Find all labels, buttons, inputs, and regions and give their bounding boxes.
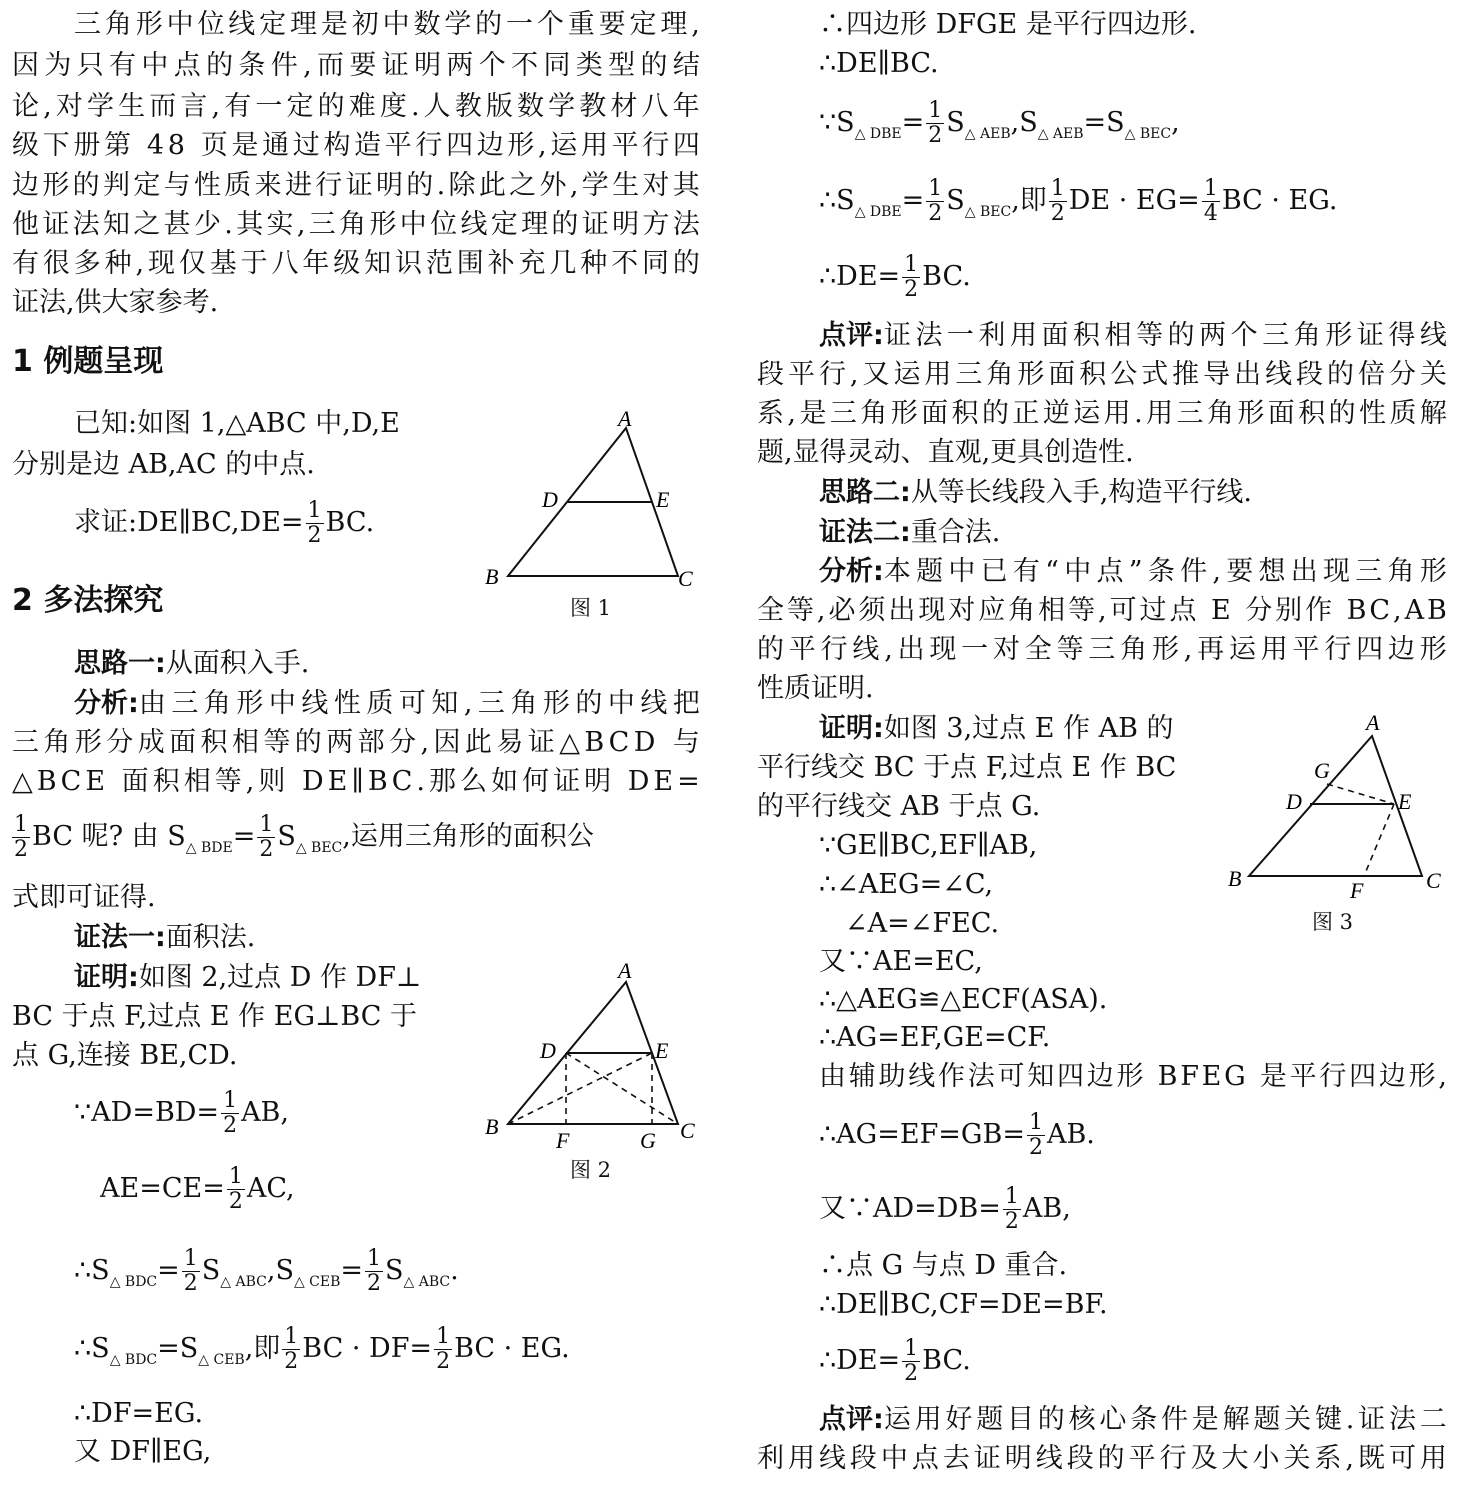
analysis-2-line-1: 分析: 本 题 中 已 有 “ 中 点 ” 条 件 , 要 想 出 现 三 角 形 (819, 556, 1447, 587)
label-G: G (1314, 758, 1330, 783)
prove-statement: 求证:DE∥BC,DE= $\frac{1}{2}$ BC. (74, 498, 375, 548)
idea-1: 思路一:从面积入手. (74, 648, 310, 679)
label-B: B (485, 564, 499, 589)
label-A: A (618, 406, 632, 431)
label-C: C (1426, 868, 1441, 893)
t-step-9: 又∵AD=DB= $\frac{1}{2}$ AB, (819, 1184, 1071, 1234)
intro-line-7: 有 很 多 种 , 现 仅 基 于 八 年 级 知 识 范 围 补 充 几 种 不 同 的 (12, 248, 700, 279)
t-step-7: 由 辅 助 线 作 法 可 知 四 边 形 B F E G 是 平 行 四 边 形 , (819, 1061, 1447, 1092)
step-2: AE=CE= $\frac{1}{2}$ AC, (100, 1164, 295, 1214)
label-D: D (542, 487, 558, 512)
analysis-line-5: 式即可证得. (12, 882, 156, 913)
fraction: $\frac{1}{2}$ (307, 498, 322, 548)
analysis-line-4: $\frac{1}{2}$ BC 呢? 由 $S_{\triangle BDE}=$ $\frac{1}{2}$ $S_{\triangle BEC}$,运用三角形的面积公 (14, 812, 594, 862)
t-step-5: ∴△AEG≌△ECF(ASA). (819, 984, 1108, 1015)
label-D: D (540, 1038, 556, 1063)
analysis-2-line-2: 全 等 , 必 须 出 现 对 应 角 相 等 , 可 过 点 E 分 别 作 B C , A B (757, 595, 1447, 626)
label-A: A (1366, 710, 1380, 735)
figure-1-triangle (478, 400, 708, 590)
t-step-2: ∴∠AEG=∠C, (819, 869, 994, 900)
r-line-5: ∴DE= $\frac{1}{2}$ BC. (819, 252, 971, 302)
t-step-11: ∴DE∥BC,CF=DE=BF. (819, 1289, 1108, 1320)
figure-2-triangle (478, 958, 708, 1148)
proof-2-line-1: 证明:如图 3,过点 E 作 AB 的 (819, 713, 1174, 744)
r-line-2: ∴DE∥BC. (819, 48, 939, 79)
comment-1-line-2: 段 平 行 , 又 运 用 三 角 形 面 积 公 式 推 导 出 线 段 的 倍 分 关 (757, 359, 1447, 390)
step-5: ∴DF=EG. (74, 1398, 204, 1429)
intro-line-5: 边 形 的 判 定 与 性 质 来 进 行 证 明 的 . 除 此 之 外 , 学 生 对 其 (12, 170, 700, 201)
analysis-line-1: 分析: 由 三 角 形 中 线 性 质 可 知 , 三 角 形 的 中 线 把 (74, 688, 700, 719)
comment-1-line-3: 系 , 是 三 角 形 面 积 的 正 逆 运 用 . 用 三 角 形 面 积 的 性 质 解 (757, 398, 1447, 429)
label-B: B (485, 1114, 499, 1139)
comment-1-line-4: 题,显得灵动、直观,更具创造性. (757, 437, 1134, 468)
figure-1-caption: 图 1 (570, 596, 612, 620)
t-step-8: ∴AG=EF=GB= $\frac{1}{2}$ AB. (819, 1110, 1095, 1160)
proof-2-line-2: 平行线交 BC 于点 F,过点 E 作 BC (757, 752, 1177, 783)
section-heading-2: 2 多法探究 (12, 583, 164, 618)
intro-line-1: 三 角 形 中 位 线 定 理 是 初 中 数 学 的 一 个 重 要 定 理 , (74, 9, 700, 40)
t-step-4: 又∵AE=EC, (819, 946, 983, 977)
method-2: 证法二:重合法. (819, 517, 1001, 548)
r-line-3: $\because S_{\triangle DBE}=$ $\frac{1}{2}$ $S_{\triangle AEB},S_{\triangle AEB}=S_{\triangle BEC}$, (819, 98, 1180, 148)
analysis-line-3: △ B C E 面 积 相 等 , 则 D E ∥ B C . 那 么 如 何 证 明 D E = (12, 766, 700, 797)
method-1: 证法一:面积法. (74, 922, 256, 953)
analysis-2-line-3: 的 平 行 线 , 出 现 一 对 全 等 三 角 形 , 再 运 用 平 行 四 边 形 (757, 634, 1447, 665)
t-step-1: ∵GE∥BC,EF∥AB, (819, 830, 1038, 861)
intro-line-3: 论 , 对 学 生 而 言 , 有 一 定 的 难 度 . 人 教 版 数 学 教 材 八 年 (12, 91, 700, 122)
given-line-2: 分别是边 AB,AC 的中点. (12, 449, 315, 480)
step-6: 又 DF∥EG, (74, 1436, 212, 1467)
intro-line-2: 因 为 只 有 中 点 的 条 件 , 而 要 证 明 两 个 不 同 类 型 的 结 (12, 50, 700, 81)
t-step-6: ∴AG=EF,GE=CF. (819, 1022, 1051, 1053)
analysis-2-line-4: 性质证明. (757, 673, 874, 704)
idea-2: 思路二:从等长线段入手,构造平行线. (819, 477, 1252, 508)
r-line-4: $\therefore S_{\triangle DBE}=$ $\frac{1}{2}$ $S_{\triangle BEC}$,即 $\frac{1}{2}$ DE · EG= $\frac{1}{4}$ BC · EG. (819, 176, 1338, 226)
t-step-12: ∴DE= $\frac{1}{2}$ BC. (819, 1336, 971, 1386)
label-B: B (1228, 866, 1242, 891)
label-C: C (678, 566, 693, 590)
proof-line-1: 证明:如图 2,过点 D 作 DF⊥ (74, 962, 422, 993)
section-heading-1: 1 例题呈现 (12, 344, 164, 379)
analysis-line-2: 三 角 形 分 成 面 积 相 等 的 两 部 分 , 因 此 易 证 △ B C D 与 (12, 727, 700, 758)
step-1: ∵AD=BD= $\frac{1}{2}$ AB, (74, 1088, 289, 1138)
t-step-3: ∠A=∠FEC. (845, 908, 1000, 939)
label-D: D (1286, 789, 1302, 814)
label-A: A (618, 958, 632, 983)
r-line-1: ∴四边形 DFGE 是平行四边形. (819, 9, 1197, 40)
intro-line-6: 他 证 法 知 之 甚 少 . 其 实 , 三 角 形 中 位 线 定 理 的 证 明 方 法 (12, 209, 700, 240)
figure-2-caption: 图 2 (570, 1158, 612, 1182)
label-C: C (680, 1118, 695, 1143)
label-G: G (640, 1128, 656, 1148)
comment-2-line-1: 点评: 运 用 好 题 目 的 核 心 条 件 是 解 题 关 键 . 证 法 二 (819, 1404, 1447, 1435)
proof-line-3: 点 G,连接 BE,CD. (12, 1040, 238, 1071)
label-E: E (656, 487, 670, 512)
t-step-10: ∴点 G 与点 D 重合. (819, 1250, 1068, 1281)
intro-line-4: 级 下 册 第 4 8 页 是 通 过 构 造 平 行 四 边 形 , 运 用 平 行 四 (12, 130, 700, 161)
step-3: $\therefore S_{\triangle BDC}=$ $\frac{1}{2}$ $S_{\triangle ABC},S_{\triangle CEB}=$ $\frac{1}{2}$ $S_{\triangle ABC}$. (74, 1246, 459, 1296)
label-F: F (556, 1128, 570, 1148)
step-4: $\therefore S_{\triangle BDC}=S_{\triangle CEB}$,即 $\frac{1}{2}$ BC · DF= $\frac{1}{2}$ BC · EG. (74, 1324, 570, 1374)
figure-3-triangle (1222, 706, 1454, 906)
given-line-1: 已知:如图 1,△ABC 中,D,E (74, 408, 400, 439)
comment-2-line-2: 利 用 线 段 中 点 去 证 明 线 段 的 平 行 及 大 小 关 系 , 既 可 用 (757, 1443, 1447, 1474)
figure-3-caption: 图 3 (1312, 910, 1354, 934)
proof-line-2: BC 于点 F,过点 E 作 EG⊥BC 于 (12, 1001, 417, 1032)
label-E: E (1398, 789, 1412, 814)
intro-line-8: 证法,供大家参考. (12, 287, 219, 318)
comment-1-line-1: 点评: 证 法 一 利 用 面 积 相 等 的 两 个 三 角 形 证 得 线 (819, 320, 1447, 351)
label-E: E (655, 1038, 669, 1063)
label-F: F (1350, 878, 1364, 903)
proof-2-line-3: 的平行线交 AB 于点 G. (757, 791, 1041, 822)
